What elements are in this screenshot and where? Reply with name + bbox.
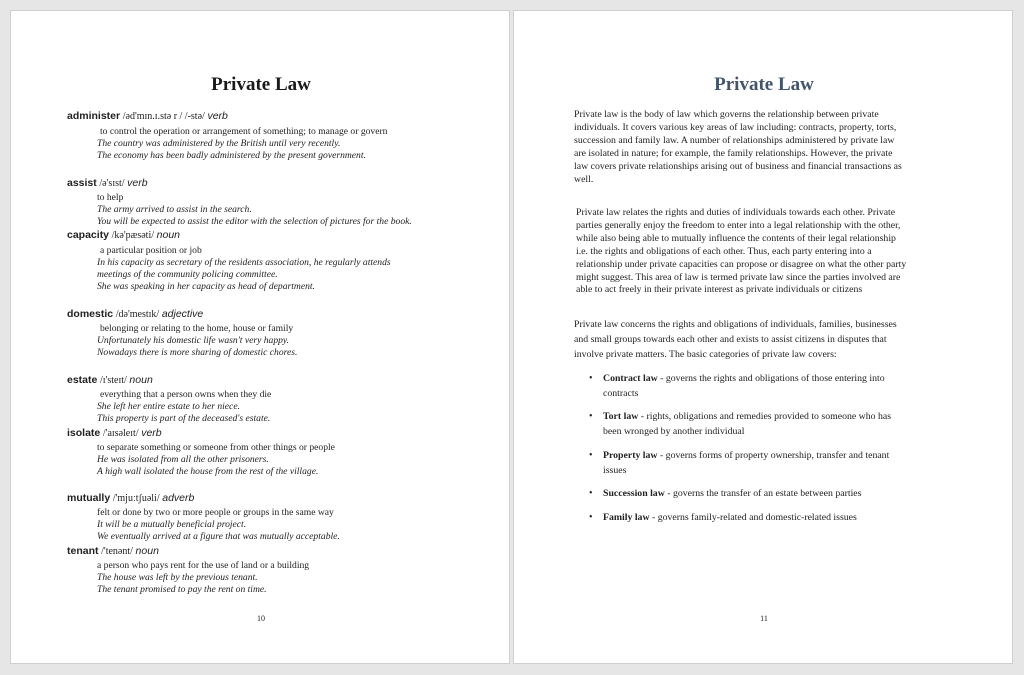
text-line: succession and family law. A number of relationships administered by private law (574, 134, 895, 146)
list-item (603, 510, 958, 525)
definition: felt or done by two or more people or groups in the same way (97, 507, 334, 518)
headword: estate (67, 374, 98, 386)
entry-headword (67, 229, 180, 242)
bullet-term: Contract law (603, 373, 658, 384)
bullet-icon: • (589, 411, 593, 422)
headword: assist (67, 177, 97, 189)
bullet-term: Tort law (603, 411, 639, 422)
bullet-desc: issues (603, 465, 627, 476)
paragraph (574, 317, 962, 362)
bullet-desc: been wronged by another individual (603, 426, 745, 437)
example: Unfortunately his domestic life wasn't very happy. (97, 335, 290, 346)
example: The army arrived to assist in the search. (97, 204, 252, 215)
bullet-term: Family law (603, 512, 650, 523)
text-line: i.e. the rights and obligations of each other. Thus, each party entering into a (576, 245, 872, 257)
text-line: individuals. It covers various key areas of law including: contracts, property, torts, (574, 121, 897, 133)
example: The tenant promised to pay the rent on time. (97, 584, 267, 595)
text-line: might suggest. This area of law is termed private law since the parties involved are (576, 271, 901, 283)
text-line: involve private matters. The basic categories of private law covers: (574, 349, 837, 360)
pronunciation: /'tenənt/ (101, 546, 133, 557)
text-line: are isolated in nature; for example, the family relationships. However, the private (574, 147, 893, 159)
part-of-speech: noun (156, 229, 180, 241)
example: She left her entire estate to her niece. (97, 401, 240, 412)
example: In his capacity as secretary of the residents association, he regularly attends (97, 257, 391, 268)
example: This property is part of the deceased's estate. (97, 413, 271, 424)
bullet-icon: • (589, 450, 593, 461)
entry-headword (67, 110, 228, 123)
bullet-desc: contracts (603, 388, 639, 399)
text-line: Private law is the body of law which governs the relationship between private (574, 109, 879, 120)
bullet-desc: - governs the transfer of an estate between parties (664, 488, 862, 499)
entry-headword (67, 427, 162, 440)
definition: to separate something or someone from other things or people (97, 442, 335, 453)
pronunciation: /kə'pæsəti/ (111, 230, 155, 241)
definition: to control the operation or arrangement of something; to manage or govern (100, 126, 388, 137)
page-number: 10 (257, 614, 265, 623)
bullet-icon: • (589, 373, 593, 384)
entry-headword (67, 492, 194, 505)
definition: a particular position or job (100, 245, 202, 256)
entry-headword (67, 177, 148, 190)
example: The house was left by the previous tenant. (97, 572, 258, 583)
example: The country was administered by the British until very recently. (97, 138, 341, 149)
part-of-speech: adverb (162, 492, 195, 504)
pronunciation: /ɪ'steɪt/ (99, 375, 127, 386)
paragraph (576, 207, 964, 297)
definition: everything that a person owns when they die (100, 389, 272, 400)
right-page-title: Private Law (714, 74, 814, 95)
example: He was isolated from all the other prisoners. (97, 454, 269, 465)
part-of-speech: noun (129, 374, 153, 386)
entry-headword (67, 308, 203, 321)
example: It will be a mutually beneficial project. (97, 519, 247, 530)
entry-headword (67, 545, 159, 558)
list-item (603, 409, 958, 439)
pronunciation: /əd'mɪn.ɪ.stə r / /-stə/ (122, 111, 205, 122)
example: Nowadays there is more sharing of domestic chores. (97, 347, 298, 358)
text-line: parties generally enjoy the freedom to enter into a legal relationship with the other, (576, 219, 901, 231)
pronunciation: /'mjuːtʃuəli/ (112, 493, 160, 504)
pronunciation: /'aɪsəleɪt/ (102, 428, 139, 439)
bullet-desc: - governs family-related and domestic-related issues (649, 512, 857, 523)
bullet-icon: • (589, 512, 593, 523)
part-of-speech: adjective (161, 308, 204, 320)
text-line: Private law concerns the rights and obligations of individuals, families, businesses (574, 319, 897, 330)
headword: mutually (67, 492, 111, 504)
list-item (603, 448, 958, 478)
bullet-desc: - governs the rights and obligations of those entering into (657, 373, 885, 384)
headword: isolate (67, 427, 101, 439)
example: You will be expected to assist the editor with the selection of pictures for the book. (97, 216, 412, 227)
example: The economy has been badly administered by the present government. (97, 150, 366, 161)
headword: administer (67, 110, 121, 122)
definition: to help (97, 192, 124, 203)
headword: tenant (67, 545, 99, 557)
bullet-desc: - rights, obligations and remedies provided to someone who has (638, 411, 892, 422)
example: We eventually arrived at a figure that was mutually acceptable. (97, 531, 340, 542)
text-line: law covers private relationships arising out of business and financial transactions as (574, 160, 902, 172)
bullet-desc: - governs forms of property ownership, transfer and tenant (657, 450, 890, 461)
left-page-title: Private Law (211, 74, 311, 95)
text-line: well. (574, 173, 594, 185)
example: meetings of the community policing committee. (97, 269, 278, 280)
bullet-term: Succession law (603, 488, 665, 499)
headword: capacity (67, 229, 110, 241)
text-line: able to act freely in their private interest as private individuals or citizens (576, 284, 863, 296)
example: A high wall isolated the house from the rest of the village. (97, 466, 319, 477)
left-page (10, 10, 510, 664)
text-line: and small groups towards each other and exists to assist citizens in disputes that (574, 334, 887, 345)
page-number: 11 (760, 614, 768, 623)
part-of-speech: verb (141, 427, 162, 439)
headword: domestic (67, 308, 114, 320)
part-of-speech: verb (207, 110, 228, 122)
paragraph (574, 109, 962, 186)
list-item (603, 486, 958, 501)
definition: a person who pays rent for the use of land or a building (97, 560, 310, 571)
entry-headword (67, 374, 153, 387)
pronunciation: /ə'sɪst/ (99, 178, 125, 189)
text-line: while also being able to mutually influence the contents of their legal relationship (576, 232, 896, 244)
pronunciation: /də'mestɪk/ (115, 309, 160, 320)
bullet-icon: • (589, 488, 593, 499)
right-page (513, 10, 1013, 664)
part-of-speech: noun (135, 545, 159, 557)
list-item (603, 371, 958, 401)
definition: belonging or relating to the home, house or family (100, 323, 294, 334)
example: She was speaking in her capacity as head of department. (97, 281, 315, 292)
text-line: Private law relates the rights and duties of individuals towards each other. Private (576, 207, 896, 218)
bullet-term: Property law (603, 450, 658, 461)
part-of-speech: verb (127, 177, 148, 189)
text-line: relationship under private capacities can propose or disagree on what the other party (576, 258, 907, 270)
